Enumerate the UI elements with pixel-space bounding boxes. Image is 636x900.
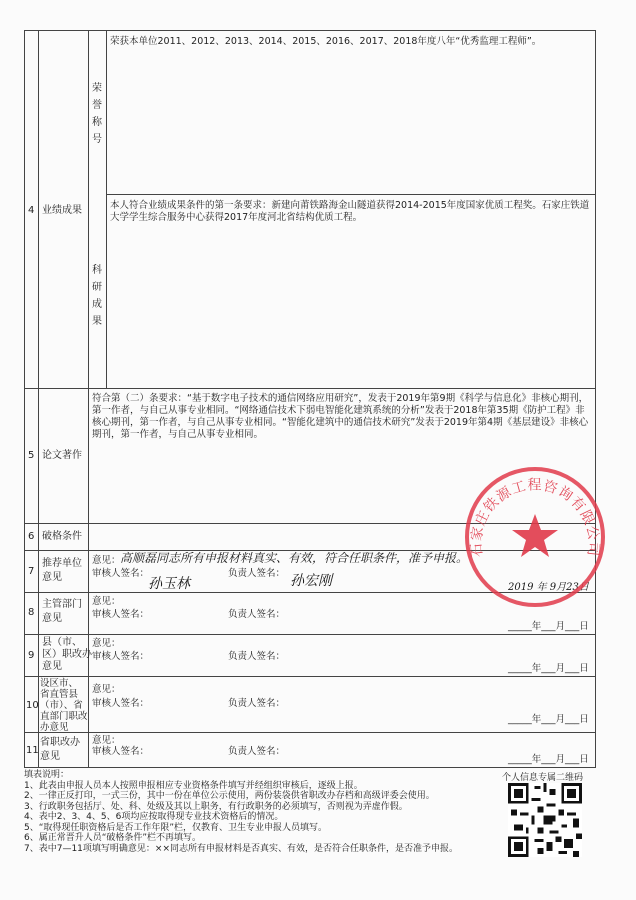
row-7-number: 7 <box>28 566 35 577</box>
note-item: 2、一律正反打印，一式三份，其中一份在单位公示使用，两份装袋供省职改办存档和高级评委会使用。 <box>24 791 435 801</box>
row-4-number: 4 <box>28 205 35 216</box>
paper-text: 符合第（二）条要求：“基于数字电子技术的通信网络应用研究”，发表于2019年第9期《科学与信息化》非核心期刊，第一作者，与自己从事专业相同。“网络通信技术下弱电智能化建筑系统的分析”发表于2018年第35期《防护工程》非核心期刊，第一作者，与自己从事专业相同。“智能化建筑中的通信技术研究”发表于2019年第4期《基层建设》非核心期刊，第一作者，与自己从事专业相同。 <box>92 393 589 440</box>
opinion-label-11: 意见： <box>92 735 121 746</box>
row-10-label-2: 省直管县 <box>40 689 79 700</box>
opinion-label-8: 意见： <box>92 596 121 607</box>
row-7-label-1: 推荐单位 <box>42 558 82 569</box>
recommend-opinion-handwriting: 高顺磊同志所有申报材料真实、有效，符合任职条件，准予申报。 <box>120 551 469 565</box>
honor-label: 荣誉称号 <box>92 83 102 145</box>
row-5-number: 5 <box>28 450 35 461</box>
row-8-label-2: 意见 <box>42 613 62 624</box>
row-10-label-1: 设区市、 <box>40 678 79 689</box>
row-9-label-1: 县（市、 <box>42 637 82 648</box>
row-8-number: 8 <box>28 607 35 618</box>
seal-text: 石家庄铁源工程咨询有限公司 <box>468 477 602 558</box>
row-5-label: 论文著作 <box>42 450 82 461</box>
note-item: 6、属正常晋升人员“破格条件”栏不再填写。 <box>24 833 202 843</box>
row-9-number: 9 <box>28 650 35 661</box>
personal-qr-code <box>508 783 582 857</box>
row-10-label-4: 直部门职改 <box>40 711 88 722</box>
row-4-label: 业绩成果 <box>42 205 82 216</box>
leader-signature: 孙宏刚 <box>290 573 332 589</box>
company-seal <box>460 462 610 612</box>
row-7-label-2: 意见 <box>42 572 62 583</box>
opinion-label-10: 意见： <box>92 684 121 695</box>
reviewer-label-10: 审核人签名： <box>92 698 150 709</box>
leader-label-7: 负责人签名： <box>228 568 286 579</box>
qr-title: 个人信息专属二维码 <box>502 773 584 783</box>
filling-instructions <box>24 770 494 854</box>
reviewer-label-8: 审核人签名： <box>92 609 150 620</box>
row-10-label-3: （市）、省 <box>40 700 83 711</box>
reviewer-signature: 孙玉林 <box>148 576 190 592</box>
opinion-label-7: 意见： <box>92 555 121 566</box>
leader-label-11: 负责人签名： <box>228 746 286 757</box>
date-8: _____年___月___日 <box>508 621 589 632</box>
leader-label-9: 负责人签名： <box>228 651 286 662</box>
note-item: 5、“取得现任职资格后是否工作年限”栏，仅教育、卫生专业申报人员填写。 <box>24 822 328 833</box>
row-10-label-5: 办意见 <box>40 722 69 733</box>
honor-text: 荣获本单位2011、2012、2013、2014、2015、2016、2017、2018年度八年“优秀监理工程师”。 <box>110 36 542 47</box>
opinion-label-9: 意见： <box>92 638 121 649</box>
row-11-label-2: 意见 <box>40 751 60 762</box>
row-11-label-1: 省职改办 <box>40 737 80 748</box>
row-8-label-1: 主管部门 <box>42 599 82 610</box>
row-6-label: 破格条件 <box>42 531 82 542</box>
reviewer-label-11: 审核人签名： <box>92 746 150 757</box>
row-9-label-2: 区）职改办 <box>42 649 92 660</box>
date-10: _____年___月___日 <box>508 714 589 725</box>
leader-label-10: 负责人签名： <box>228 698 286 709</box>
note-item: 7、表中7—11项填写明确意见：××同志所有申报材料是否真实、有效，是否符合任职条件，是否准予申报。 <box>24 843 458 854</box>
date-11: _____年___月___日 <box>508 754 589 765</box>
research-label: 科研成果 <box>92 265 102 327</box>
row-11-number: 11 <box>26 745 39 756</box>
date-9: _____年___月___日 <box>508 663 589 674</box>
note-item: 1、此表由申报人员本人按照申报相应专业资格条件填写并经组织审核后，逐级上报。 <box>24 780 363 791</box>
reviewer-label-9: 审核人签名： <box>92 651 150 662</box>
row-9-label-3: 意见 <box>42 661 62 672</box>
row-10-number: 10 <box>26 700 39 711</box>
research-text: 本人符合业绩成果条件的第一条要求：新建向莆铁路海金山隧道获得2014-2015年度国家优质工程奖。石家庄铁道大学学生综合服务中心获得2017年度河北省结构优质工程。 <box>110 200 590 223</box>
leader-label-8: 负责人签名： <box>228 609 286 620</box>
notes-title: 填表说明： <box>24 770 70 780</box>
recommend-date: 2019 年 9月23日 <box>508 582 589 593</box>
note-item: 4、表中2、3、4、5、6项均应按取得现专业技术资格后的情况。 <box>24 812 284 822</box>
note-item: 3、行政职务包括厅、处、科、处级及其以上职务，有行政职务的必须填写，否则视为弄虚作假。 <box>24 801 408 812</box>
row-6-number: 6 <box>28 531 35 542</box>
reviewer-label-7: 审核人签名： <box>92 568 150 579</box>
